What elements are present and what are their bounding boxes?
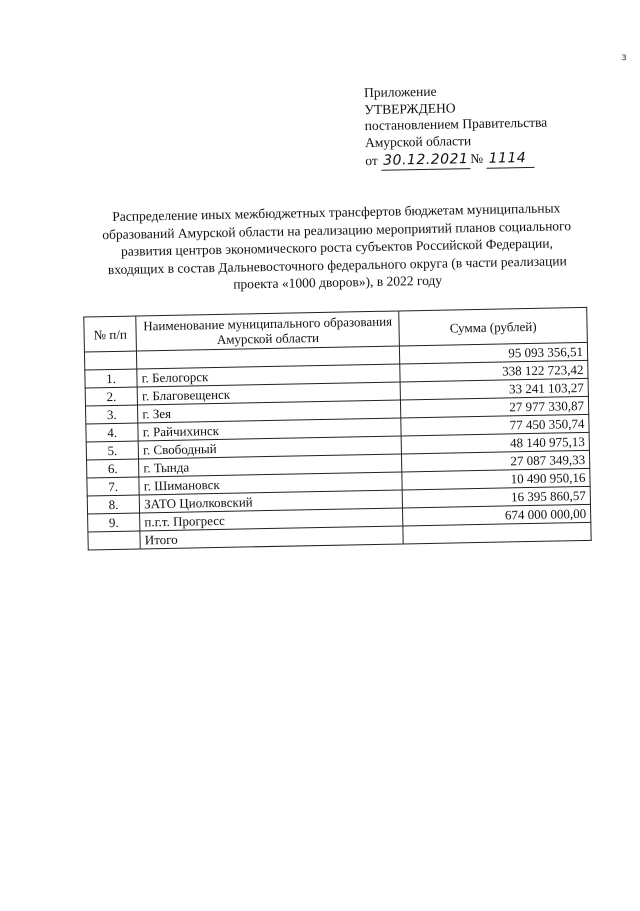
total-label: Итого: [140, 526, 403, 549]
row-sum: 16 395 860,57: [402, 486, 590, 508]
number-prefix: №: [470, 150, 484, 167]
row-num: 5.: [86, 441, 139, 460]
row-sum: 27 087 349,33: [402, 450, 590, 472]
distribution-table: [83, 307, 591, 551]
row-sum: 95 093 356,51: [400, 342, 588, 364]
title-line-2: образований Амурской области на реализацию мероприятий планов социального: [102, 217, 572, 242]
document-title: [76, 199, 598, 296]
row-name: г. Райчихинск: [138, 418, 401, 441]
handwritten-number: 1114: [486, 150, 534, 168]
row-num: 1.: [85, 369, 138, 388]
approval-block: [364, 82, 548, 171]
row-num: [88, 531, 141, 550]
header-sum: Сумма (рублей): [399, 307, 587, 346]
row-name: г. Белогорск: [137, 364, 400, 387]
row-sum: 10 490 950,16: [402, 468, 590, 490]
date-prefix: от: [365, 152, 378, 169]
title-line-3: развития центров экономического роста субъектов Российской Федерации,: [120, 235, 554, 259]
row-sum: 338 122 723,42: [400, 360, 588, 382]
approval-resolution: постановлением Правительства: [364, 114, 548, 134]
approval-region: Амурской области: [364, 132, 472, 150]
title-line-5: проекта «1000 дворов»), в 2022 году: [233, 272, 443, 292]
row-sum: 77 450 350,74: [401, 414, 589, 436]
approval-appendix: Приложение: [363, 83, 437, 101]
row-num: 4.: [86, 423, 139, 442]
title-line-4: входящих в состав Дальневосточного федерального округа (в части реализации: [107, 252, 567, 277]
row-num: 3.: [85, 405, 138, 424]
header-name: Наименование муниципального образования Амурской области: [136, 311, 400, 351]
margin-mark: з: [621, 52, 627, 64]
header-num: № п/п: [84, 316, 137, 352]
row-name: г. Благовещенск: [137, 382, 400, 405]
row-sum: 33 241 103,27: [400, 378, 588, 400]
row-name: г. Тында: [139, 454, 402, 477]
row-sum: 27 977 330,87: [401, 396, 589, 418]
row-sum: 48 140 975,13: [401, 432, 589, 454]
row-num: 2.: [85, 387, 138, 406]
row-sum: 674 000 000,00: [403, 504, 591, 526]
row-name: г. Шимановск: [139, 472, 402, 495]
row-num: 9.: [88, 513, 141, 532]
row-num: 8.: [87, 495, 140, 514]
row-name: ЗАТО Циолковский: [139, 490, 402, 513]
row-num: 7.: [87, 477, 140, 496]
row-num: 6.: [87, 459, 140, 478]
title-line-1: Распределение иных межбюджетных трансфертов бюджетам муниципальных: [112, 200, 561, 224]
total-sum: [403, 522, 591, 544]
approval-date-line: [365, 150, 548, 171]
row-name: г. Свободный: [138, 436, 401, 459]
row-num: [84, 351, 137, 370]
handwritten-date: 30.12.2021: [381, 151, 470, 170]
row-name: п.г.т. Прогресс: [140, 508, 403, 531]
approval-approved: УТВЕРЖДЕНО: [364, 99, 456, 117]
row-name: г. Зея: [138, 400, 401, 423]
